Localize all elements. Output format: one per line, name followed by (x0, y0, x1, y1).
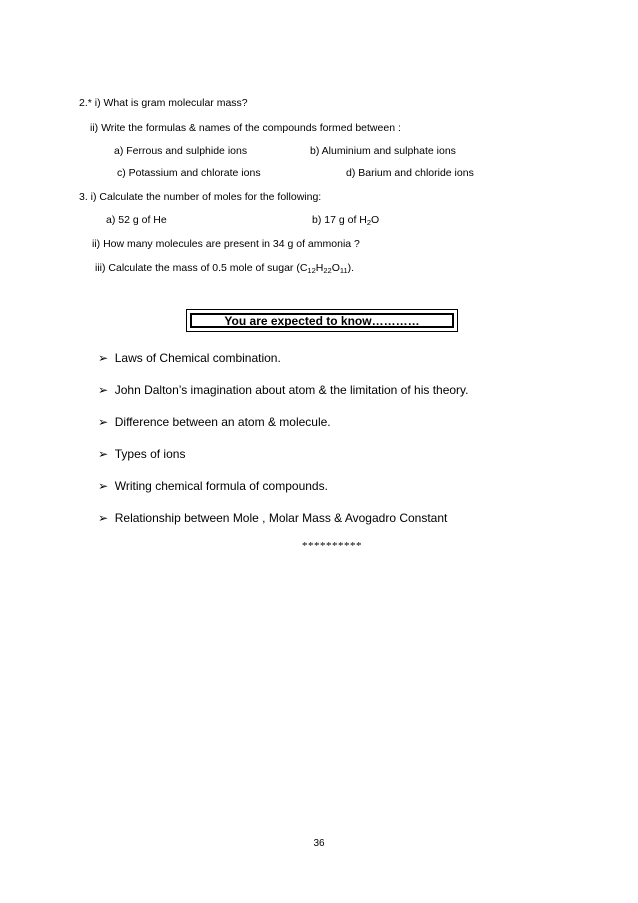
question-3-option-a: a) 52 g of He (106, 214, 167, 226)
arrow-bullet-icon: ➢ (98, 479, 109, 493)
separator-stars: ********** (302, 540, 362, 552)
bullet-text: Relationship between Mole , Molar Mass & Avogadro Constant (114, 511, 448, 525)
bullet-item (98, 510, 447, 527)
question-3-option-b: b) 17 g of $H_2O$ (312, 214, 380, 227)
bullet-item (98, 414, 331, 431)
bullet-item (98, 350, 281, 367)
bullet-item (98, 382, 469, 399)
question-3-i: 3. i) Calculate the number of moles for the following: (79, 191, 322, 203)
bullet-item (98, 478, 328, 495)
bullet-text: Writing chemical formula of compounds. (114, 479, 328, 493)
arrow-bullet-icon: ➢ (98, 447, 109, 461)
bullet-text: Types of ions (114, 447, 186, 461)
expected-to-know-box (186, 309, 458, 332)
arrow-bullet-icon: ➢ (98, 415, 109, 429)
question-2-option-a: a) Ferrous and sulphide ions (114, 145, 248, 157)
question-2-ii: ii) Write the formulas & names of the compounds formed between : (90, 122, 401, 134)
bullet-text: Laws of Chemical combination. (114, 351, 281, 365)
arrow-bullet-icon: ➢ (98, 351, 109, 365)
bullet-item (98, 446, 185, 463)
arrow-bullet-icon: ➢ (98, 511, 109, 525)
arrow-bullet-icon: ➢ (98, 383, 109, 397)
bullet-text: John Dalton’s imagination about atom & the limitation of his theory. (114, 383, 469, 397)
page-number: 36 (313, 838, 325, 849)
expected-to-know-title: You are expected to know………… (190, 313, 454, 328)
question-2-option-d: d) Barium and chloride ions (346, 167, 474, 179)
question-2-i: 2.* i) What is gram molecular mass? (79, 97, 248, 109)
bullet-text: Difference between an atom & molecule. (114, 415, 331, 429)
question-3-iii: iii) Calculate the mass of 0.5 mole of sugar $(C_{12}H_{22}O_{11})$. (95, 262, 355, 275)
question-3-ii: ii) How many molecules are present in 34 g of ammonia ? (92, 238, 360, 250)
question-2-option-c: c) Potassium and chlorate ions (117, 167, 261, 179)
question-2-option-b: b) Aluminium and sulphate ions (310, 145, 456, 157)
